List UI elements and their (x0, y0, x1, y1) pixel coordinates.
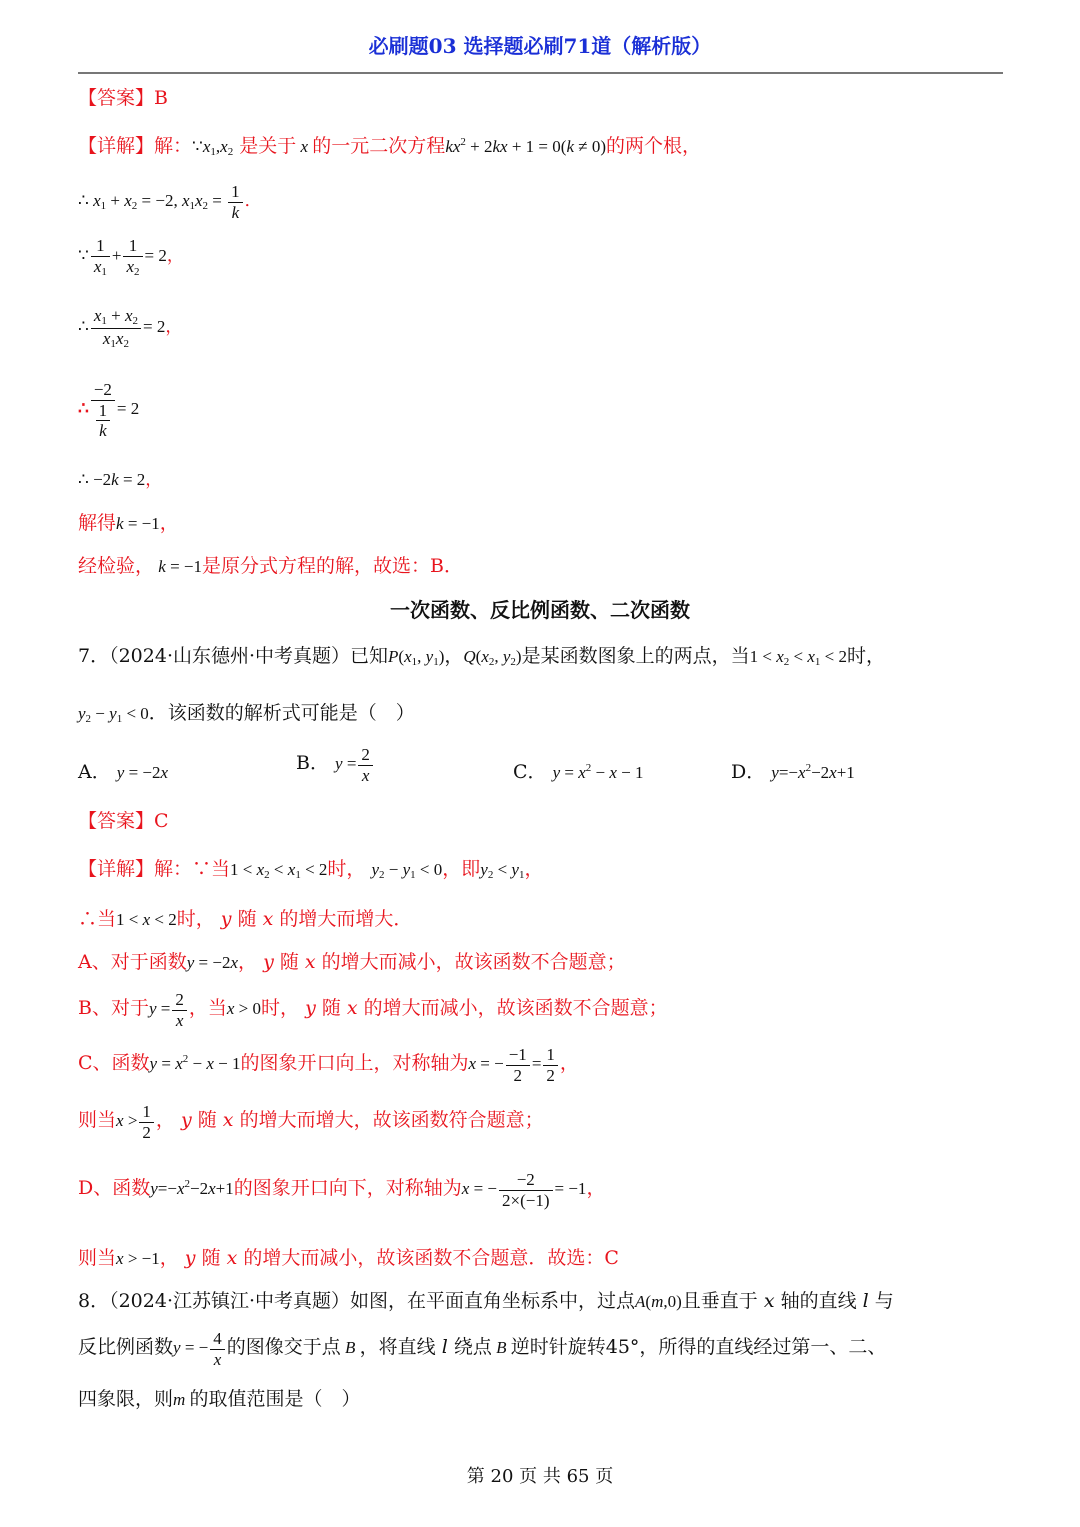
q6-step-vieta: ∴ $x_1 + x_2 = -2$, $x_1x_2$ = $\frac{1}{k}$ ． (78, 182, 262, 222)
q7-detail-c: C、函数$y = x^2 - x - 1$的图象开口向上，对称轴为x = − $\frac{-1}{2}$ = $\frac{1}{2}$ ， (78, 1045, 579, 1085)
q8-stem-line3: 四象限，则m 的取值范围是（ ） (78, 1388, 361, 1410)
q6-step-given: ∵ $\frac{1}{x_1}$ + $\frac{1}{x_2}$ = 2， (78, 236, 184, 278)
q6-check: 经检验， k = −1是原分式方程的解，故选：B． (78, 555, 463, 577)
q6-step-combine: ∴ $\frac{x_1 + x_2}{x_1x_2}$ = 2， (78, 306, 183, 350)
header-divider (78, 72, 1003, 74)
q8-stem-line1: 8．（2024·江苏镇江·中考真题）如图，在平面直角坐标系中，过点A(m,0)且垂直于 x 轴的直线 l 与 (78, 1290, 894, 1312)
q7-stem-line2: $y_2 - y_1 < 0$．该函数的解析式可能是（ ） (78, 702, 415, 725)
q7-detail-a: A、对于函数y = −2x， y 随 x 的增大而减小，故该函数不合题意； (78, 951, 626, 973)
q7-detail-b: B、对于y = $\frac{2}{x}$ ，当x > 0时， y 随 x 的增大而减小，故该函数不合题意； (78, 990, 668, 1030)
q7-option-c[interactable]: C． $y = x^2 - x - 1$ (513, 761, 644, 783)
page-header: 必刷题03 选择题必刷71道（解析版） (368, 34, 712, 58)
q6-step-linear: ∴ −2k = 2， (78, 470, 163, 489)
q6-step-substitute: ∴ $\frac{-2}{\frac{1}{k}}$ = 2 (78, 380, 140, 441)
q7-option-d[interactable]: D． $y=-x^2-2x+1$ (731, 761, 855, 783)
q7-stem-line1: 7．（2024·山东德州·中考真题）已知$P(x_1$, $y_1$)，$Q(x_2$, $y_2$)是某函数图象上的两点，当$1 < x_2 < x_1 < 2$时， (78, 645, 885, 668)
q7-answer: 【答案】C (78, 810, 169, 832)
q7-option-a[interactable]: A． y = −2x (78, 761, 169, 783)
q7-option-b[interactable]: B． y = $\frac{2}{x}$ (296, 745, 375, 785)
q7-detail-d2: 则当x > −1， y 随 x 的增大而减小，故该函数不合题意．故选：C (78, 1247, 619, 1269)
q7-detail-2: ∴当1 < x < 2时， y 随 x 的增大而增大． (78, 908, 413, 930)
section-title: 一次函数、反比例函数、二次函数 (390, 598, 690, 622)
q7-detail-d: D、函数$y=-x^2-2x+1$的图象开口向下，对称轴为x = − $\frac{-2}{2\times(-1)}$ = −1， (78, 1170, 606, 1210)
q6-answer: 【答案】B (78, 87, 168, 109)
q6-detail-tag: 【详解】解： (78, 135, 193, 157)
q6-solve: 解得k = −1， (78, 512, 179, 534)
q7-detail-1: 【详解】解：∵当$1 < x_2 < x_1 < 2$时， $y_2 - y_1 < 0$，即$y_2 < y_1$， (78, 858, 544, 881)
q8-stem-line2: 反比例函数y = − $\frac{4}{x}$ 的图像交于点 B ，将直线 l 绕点 B 逆时针旋转45°，所得的直线经过第一、二、 (78, 1329, 887, 1369)
q7-detail-c2: 则当x > $\frac{1}{2}$ ， y 随 x 的增大而增大，故该函数符合题意； (78, 1102, 544, 1142)
page-footer: 第 20 页 共 65 页 (466, 1466, 614, 1487)
q6-detail-line: 【详解】解：$\because x_1,x_2$ 是关于 x 的一元二次方程$kx^2 + 2kx + 1 = 0(k \ne 0)$的两个根， (78, 135, 701, 158)
